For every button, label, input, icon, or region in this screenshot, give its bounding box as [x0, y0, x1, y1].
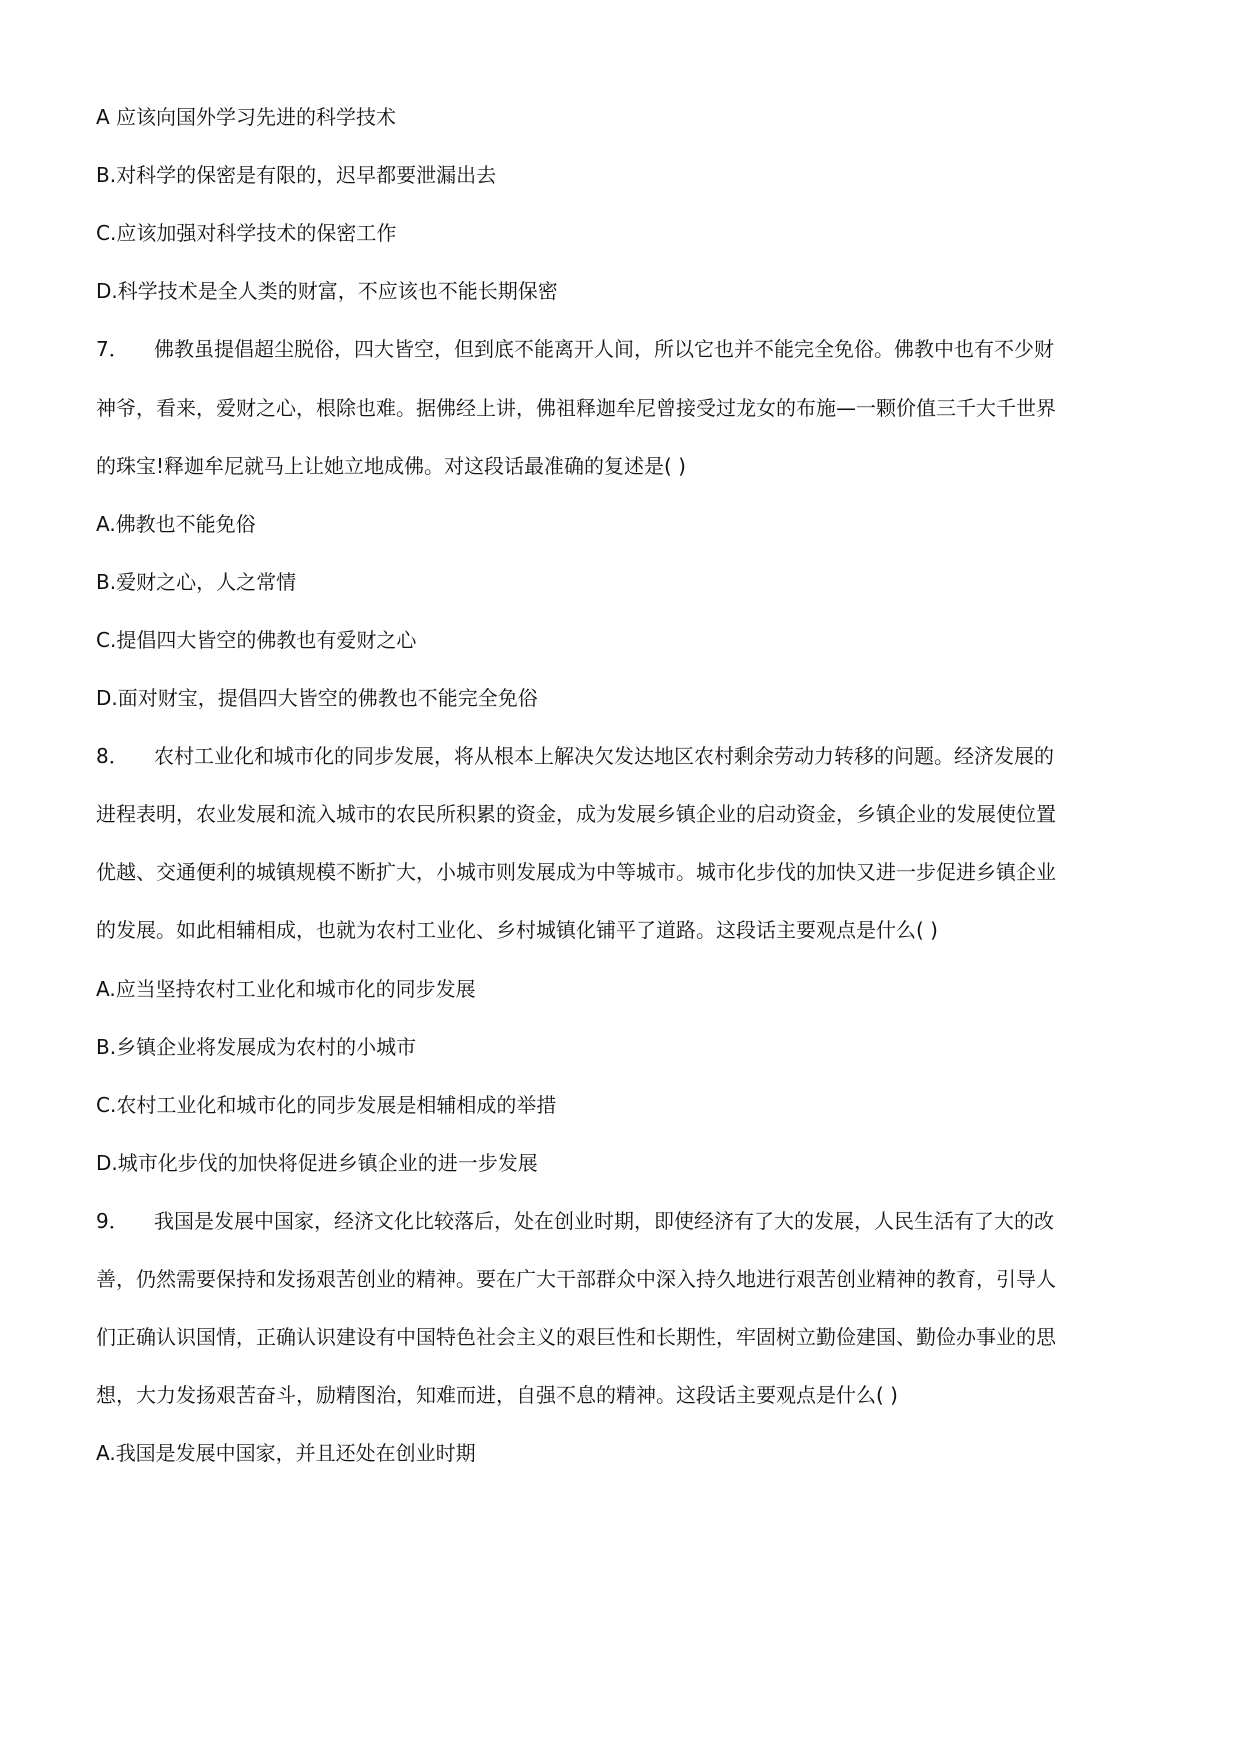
question-text: 佛教虽提倡超尘脱俗，四大皆空，但到底不能离开人间，所以它也并不能完全免俗。佛教中也有不少财 — [154, 337, 1054, 362]
question-text: 农村工业化和城市化的同步发展，将从根本上解决欠发达地区农村剩余劳动力转移的问题。经济发展的 — [154, 744, 1054, 769]
question-continuation-line: 进程表明，农业发展和流入城市的农民所积累的资金，成为发展乡镇企业的启动资金，乡镇企业的发展使位置 — [96, 802, 1056, 827]
answer-option: D.科学技术是全人类的财富，不应该也不能长期保密 — [96, 279, 558, 304]
question-continuation-line: 想，大力发扬艰苦奋斗，励精图治，知难而进，自强不息的精神。这段话主要观点是什么( ) — [96, 1383, 898, 1408]
answer-option: C.应该加强对科学技术的保密工作 — [96, 221, 397, 246]
question-continuation-line: 神爷，看来，爱财之心，根除也难。据佛经上讲，佛祖释迦牟尼曾接受过龙女的布施—一颗价值三千大千世界 — [96, 395, 1056, 420]
answer-option: B.对科学的保密是有限的，迟早都要泄漏出去 — [96, 163, 497, 188]
question-continuation-line: 优越、交通便利的城镇规模不断扩大，小城市则发展成为中等城市。城市化步伐的加快又进一步促进乡镇企业 — [96, 860, 1056, 885]
question-first-line — [96, 742, 1054, 770]
answer-option: D.城市化步伐的加快将促进乡镇企业的进一步发展 — [96, 1150, 538, 1175]
question-first-line — [96, 335, 1054, 363]
answer-option: B.乡镇企业将发展成为农村的小城市 — [96, 1034, 417, 1059]
answer-option: C.农村工业化和城市化的同步发展是相辅相成的举措 — [96, 1092, 557, 1117]
answer-option: A 应该向国外学习先进的科学技术 — [96, 105, 397, 129]
answer-option: A.佛教也不能免俗 — [96, 511, 256, 536]
question-number: 9． — [96, 1208, 129, 1233]
answer-option: A.应当坚持农村工业化和城市化的同步发展 — [96, 976, 476, 1001]
question-continuation-line: 们正确认识国情，正确认识建设有中国特色社会主义的艰巨性和长期性，牢固树立勤俭建国、勤俭办事业的思 — [96, 1325, 1056, 1350]
question-continuation-line: 的发展。如此相辅相成，也就为农村工业化、乡村城镇化铺平了道路。这段话主要观点是什么( ) — [96, 918, 938, 943]
question-first-line — [96, 1207, 1054, 1235]
question-continuation-line: 善，仍然需要保持和发扬艰苦创业的精神。要在广大干部群众中深入持久地进行艰苦创业精神的教育，引导人 — [96, 1267, 1056, 1291]
answer-option: C.提倡四大皆空的佛教也有爱财之心 — [96, 627, 417, 652]
question-number: 8． — [96, 744, 129, 769]
question-number: 7． — [96, 337, 129, 362]
answer-option: A.我国是发展中国家，并且还处在创业时期 — [96, 1441, 476, 1466]
answer-option: D.面对财宝，提倡四大皆空的佛教也不能完全免俗 — [96, 686, 538, 710]
question-continuation-line: 的珠宝!释迦牟尼就马上让她立地成佛。对这段话最准确的复述是( ) — [96, 453, 686, 478]
answer-option: B.爱财之心，人之常情 — [96, 569, 297, 594]
question-text: 我国是发展中国家，经济文化比较落后，处在创业时期，即使经济有了大的发展，人民生活有了大的改 — [154, 1208, 1054, 1233]
